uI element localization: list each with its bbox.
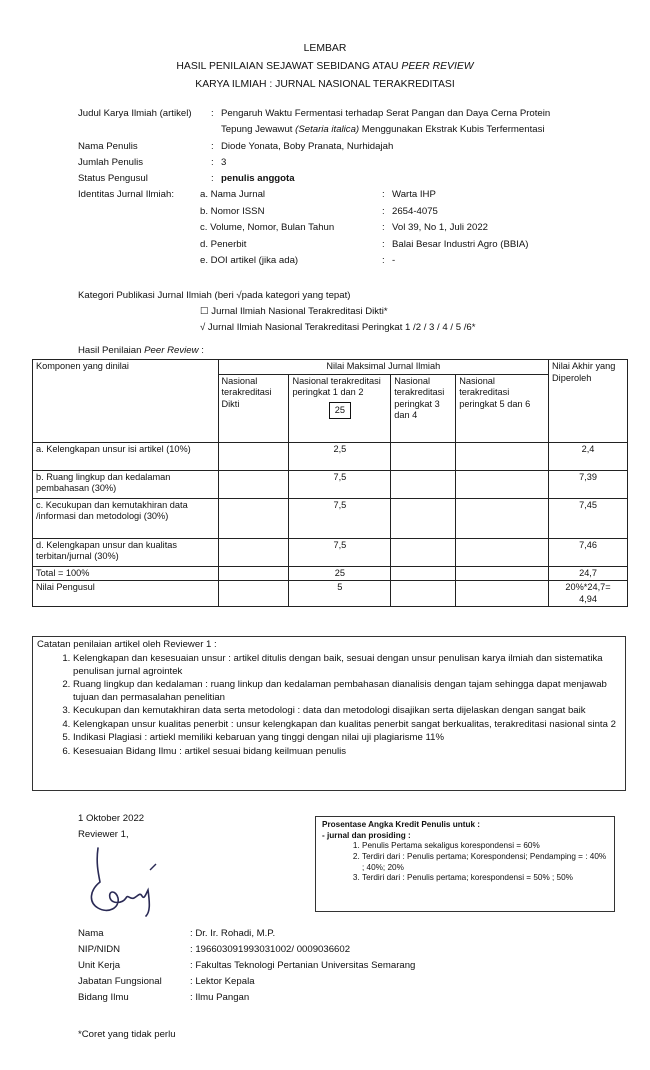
catatan-item: 6. Kesesuaian Bidang Ilmu : artikel sesuai bidang keilmuan penulis bbox=[73, 746, 621, 758]
kategori-option-dikti[interactable]: ☐ Jurnal Ilmiah Nasional Terakreditasi Dikti* bbox=[200, 306, 388, 317]
catatan-item: 5. Indikasi Plagiasi : artiekl memiliki kebaruan yang tinggi dengan nilai uji plagiarisme 11% bbox=[73, 732, 621, 744]
table-row: b. Ruang lingkup dan kedalaman pembahasan (30%) 7,5 7,39 bbox=[33, 470, 628, 498]
hasil-penilaian-label: Hasil Penilaian Peer Review : bbox=[78, 345, 204, 356]
catatan-item: 4. Kelengkapan unsur kualitas penerbit : unsur kelengkapan dan kualitas penerbit sangat berkualitas, terakreditasi nasional sinta 2 bbox=[73, 719, 621, 731]
kategori-label: Kategori Publikasi Jurnal Ilmiah (beri √pada kategori yang tepat) bbox=[78, 290, 351, 301]
handwritten-signature bbox=[80, 842, 170, 922]
prosentase-title: Prosentase Angka Kredit Penulis untuk : bbox=[322, 820, 481, 829]
signature-nip-label: NIP/NIDN bbox=[78, 944, 121, 955]
identitas-key: a. Nama Jurnal bbox=[200, 189, 266, 200]
identitas-value: Balai Besar Industri Agro (BBIA) bbox=[392, 239, 529, 250]
judul-value: Pengaruh Waktu Fermentasi terhadap Serat Pangan dan Daya Cerna Protein bbox=[221, 108, 551, 119]
signature-nip-value: : 196603091993031002/ 0009036602 bbox=[190, 944, 351, 955]
selected-max-box: 25 bbox=[329, 402, 351, 420]
catatan-item: 3. Kecukupan dan kemutakhiran data serta metodologi : data dan metodologi disajikan serta dijelaskan dengan sangat baik bbox=[73, 705, 621, 717]
nama-penulis-label: Nama Penulis bbox=[78, 141, 138, 152]
header-peringkat-1-2: Nasional terakreditasi peringkat 1 dan 2 25 bbox=[289, 374, 391, 442]
signature-jabatan-value: : Lektor Kepala bbox=[190, 976, 255, 987]
identitas-key: e. DOI artikel (jika ada) bbox=[200, 255, 299, 266]
prosentase-box bbox=[315, 816, 615, 912]
signature-date: 1 Oktober 2022 bbox=[78, 813, 145, 824]
signature-nama-label: Nama bbox=[78, 928, 104, 939]
identitas-label: Identitas Jurnal Ilmiah: bbox=[78, 189, 174, 200]
jumlah-penulis-label: Jumlah Penulis bbox=[78, 157, 144, 168]
identitas-value: Vol 39, No 1, Juli 2022 bbox=[392, 222, 489, 233]
prosentase-sub: - jurnal dan prosiding : bbox=[322, 830, 411, 840]
table-row: a. Kelengkapan unsur isi artikel (10%) 2,5 2,4 bbox=[33, 442, 628, 470]
header-dikti: Nasional terakreditasi Dikti bbox=[218, 374, 289, 442]
identitas-key: c. Volume, Nomor, Bulan Tahun bbox=[200, 222, 335, 233]
identitas-key: b. Nomor ISSN bbox=[200, 206, 265, 217]
table-row-total: Total = 100% 25 24,7 bbox=[33, 566, 628, 581]
judul-label: Judul Karya Ilmiah (artikel) bbox=[78, 108, 192, 119]
nama-penulis-value: Diode Yonata, Boby Pranata, Nurhidajah bbox=[221, 141, 394, 152]
signature-bidang-label: Bidang Ilmu bbox=[78, 992, 129, 1003]
signature-unit-value: : Fakultas Teknologi Pertanian Universitas Semarang bbox=[190, 960, 416, 971]
identitas-value: Warta IHP bbox=[392, 189, 436, 200]
header-nilai-akhir: Nilai Akhir yang Diperoleh bbox=[549, 360, 628, 443]
judul-value-2: Tepung Jewawut (Setaria italica) Menggunakan Ekstrak Kubis Terfermentasi bbox=[221, 124, 545, 135]
table-row: c. Kecukupan dan kemutakhiran data /informasi dan metodologi (30%) 7,5 7,45 bbox=[33, 498, 628, 538]
table-row: d. Kelengkapan unsur dan kualitas terbitan/jurnal (30%) 7,5 7,46 bbox=[33, 538, 628, 566]
table-row-pengusul: Nilai Pengusul 5 20%*24,7= 4,94 bbox=[33, 581, 628, 607]
status-pengusul-value: penulis anggota bbox=[221, 173, 295, 184]
identitas-value: 2654-4075 bbox=[392, 206, 438, 217]
header-komponen: Komponen yang dinilai bbox=[33, 360, 219, 443]
status-pengusul-label: Status Pengusul bbox=[78, 173, 148, 184]
prosentase-item: 2. Terdiri dari : Penulis pertama; Korespondensi; Pendamping = : 40% ; 40%; 20% bbox=[362, 852, 608, 873]
signature-role: Reviewer 1, bbox=[78, 829, 129, 840]
catatan-item: 2. Ruang lingkup dan kedalaman : ruang linkup dan kedalaman pembahasan dianalisis dengan tajam sehingga dapat menjawab tujuan dan permasalahan penelitian bbox=[73, 679, 621, 704]
prosentase-item: 1. Penulis Pertama sekaligus korespondensi = 60% bbox=[362, 841, 608, 852]
catatan-reviewer bbox=[32, 636, 626, 791]
signature-unit-label: Unit Kerja bbox=[78, 960, 121, 971]
signature-nama-value: : Dr. Ir. Rohadi, M.P. bbox=[190, 928, 276, 939]
footnote: *Coret yang tidak perlu bbox=[78, 1029, 176, 1040]
doc-title-line3: KARYA ILMIAH : JURNAL NASIONAL TERAKREDITASI bbox=[195, 79, 455, 90]
catatan-title: Catatan penilaian artikel oleh Reviewer 1 : bbox=[37, 639, 217, 650]
doc-title-line1: LEMBAR bbox=[303, 43, 347, 54]
identitas-value: - bbox=[392, 255, 396, 266]
doc-title-line2: HASIL PENILAIAN SEJAWAT SEBIDANG ATAU PEER REVIEW bbox=[176, 61, 474, 72]
kategori-option-peringkat[interactable]: √ Jurnal Ilmiah Nasional Terakreditasi Peringkat 1 /2 / 3 / 4 / 5 /6* bbox=[200, 322, 476, 333]
prosentase-item: 3. Terdiri dari : Penulis pertama; korespondensi = 50% ; 50% bbox=[362, 873, 608, 884]
header-peringkat-5-6: Nasional terakreditasi peringkat 5 dan 6 bbox=[456, 374, 549, 442]
header-nilai-maksimal: Nilai Maksimal Jurnal Ilmiah bbox=[218, 360, 549, 375]
signature-jabatan-label: Jabatan Fungsional bbox=[78, 976, 162, 987]
catatan-item: 1. Kelengkapan dan kesesuaian unsur : artikel ditulis dengan baik, sesuai dengan unsur penulisan karya ilmiah dan sistematika penulisan jurnal agrointek bbox=[73, 653, 621, 678]
jumlah-penulis-value: 3 bbox=[221, 157, 227, 168]
identitas-key: d. Penerbit bbox=[200, 239, 247, 250]
penilaian-table bbox=[32, 359, 628, 607]
signature-bidang-value: : Ilmu Pangan bbox=[190, 992, 250, 1003]
header-peringkat-3-4: Nasional terakreditasi peringkat 3 dan 4 bbox=[391, 374, 456, 442]
